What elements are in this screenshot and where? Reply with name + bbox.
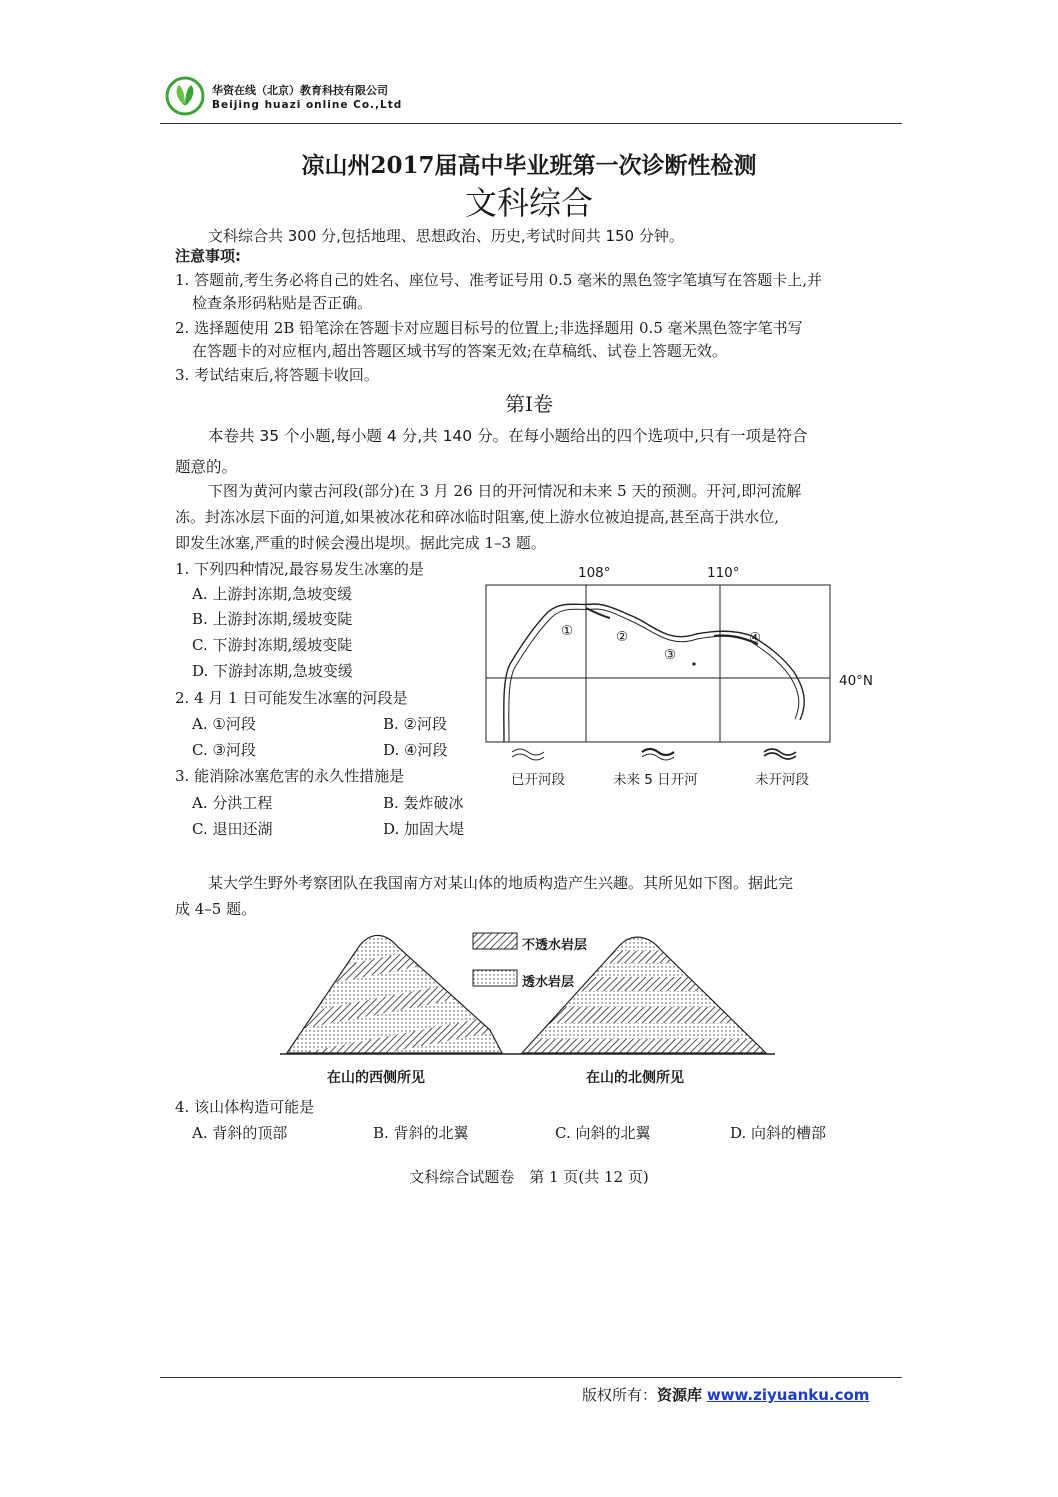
option-a: A. 分洪工程	[192, 794, 273, 812]
section-title: 第Ⅰ卷	[505, 392, 553, 416]
map-latitude-label: 40°N	[839, 673, 874, 689]
option-b: B. ②河段	[383, 715, 448, 733]
geology-legend-label: 不透水岩层	[522, 938, 588, 953]
company-logo	[165, 76, 205, 116]
option-b: B. 背斜的北翼	[373, 1124, 469, 1142]
footer-divider	[160, 1377, 902, 1378]
map-legend-label: 未来 5 日开河	[613, 772, 698, 788]
map-marker: ③	[664, 647, 677, 663]
map-marker: ①	[561, 623, 574, 639]
passage-line: 下图为黄河内蒙古河段(部分)在 3 月 26 日的开河情况和未来 5 天的预测。开河,即河流解	[208, 482, 802, 500]
site-link[interactable]: www.ziyuanku.com	[706, 1386, 870, 1404]
note-line: 2. 选择题使用 2B 铅笔涂在答题卡对应题目标号的位置上;非选择题用 0.5 毫米黑色签字笔书写	[175, 319, 803, 337]
page-number: 文科综合试题卷 第 1 页(共 12 页)	[409, 1168, 649, 1186]
note-line: 在答题卡的对应框内,超出答题区域书写的答案无效;在草稿纸、试卷上答题无效。	[192, 342, 727, 360]
note-line: 1. 答题前,考生务必将自己的姓名、座位号、准考证号用 0.5 毫米的黑色签字笔填写在答题卡上,并	[175, 271, 823, 289]
copyright-footer	[582, 1384, 869, 1405]
map-legend-label: 未开河段	[755, 772, 809, 788]
option-c: C. 下游封冻期,缓坡变陡	[192, 636, 353, 654]
section-intro: 题意的。	[175, 458, 238, 476]
option-a: A. 上游封冻期,急坡变缓	[192, 585, 353, 603]
note-line: 检查条形码粘贴是否正确。	[192, 294, 373, 312]
question-stem: 3. 能消除冰塞危害的永久性措施是	[175, 767, 405, 785]
option-a: A. 背斜的顶部	[192, 1124, 288, 1142]
section-intro: 本卷共 35 个小题,每小题 4 分,共 140 分。在每小题给出的四个选项中,只有一项是符合	[208, 427, 808, 445]
exam-title: 凉山州2017届高中毕业班第一次诊断性检测	[301, 152, 757, 179]
option-b: B. 上游封冻期,缓坡变陡	[192, 610, 353, 628]
option-d: D. 向斜的槽部	[730, 1124, 827, 1142]
option-d: D. ④河段	[383, 741, 448, 759]
header-divider	[160, 123, 902, 124]
geology-caption: 在山的西侧所见	[327, 1070, 425, 1086]
map-longitude-label: 108°	[578, 565, 611, 581]
option-c: C. 向斜的北翼	[555, 1124, 651, 1142]
map-longitude-label: 110°	[707, 565, 740, 581]
question-stem: 4. 该山体构造可能是	[175, 1098, 315, 1116]
map-marker: ④	[749, 630, 762, 646]
passage-line: 成 4–5 题。	[175, 900, 257, 918]
company-name-cn: 华资在线（北京）教育科技有限公司	[212, 84, 388, 97]
notes-heading: 注意事项:	[175, 247, 241, 265]
option-d: D. 下游封冻期,急坡变缓	[192, 662, 353, 680]
note-line: 3. 考试结束后,将答题卡收回。	[175, 366, 379, 384]
geology-legend-label: 透水岩层	[522, 975, 575, 990]
exam-intro: 文科综合共 300 分,包括地理、思想政治、历史,考试时间共 150 分钟。	[208, 227, 684, 245]
geology-caption: 在山的北侧所见	[586, 1070, 684, 1086]
question-stem: 2. 4 月 1 日可能发生冰塞的河段是	[175, 689, 408, 707]
copyright-label: 版权所有：	[582, 1386, 658, 1404]
map-legend-label: 已开河段	[511, 772, 565, 788]
passage-line: 某大学生野外考察团队在我国南方对某山体的地质构造产生兴趣。其所见如下图。据此完	[208, 874, 794, 892]
exam-subject: 文科综合	[464, 184, 593, 222]
map-marker: ②	[616, 629, 629, 645]
option-c: C. 退田还湖	[192, 820, 273, 838]
option-b: B. 轰炸破冰	[383, 794, 464, 812]
option-c: C. ③河段	[192, 741, 256, 759]
company-name-en: Beijing huazi online Co.,Ltd	[212, 99, 403, 111]
river-map	[482, 560, 882, 790]
option-a: A. ①河段	[192, 715, 256, 733]
question-stem: 1. 下列四种情况,最容易发生冰塞的是	[175, 560, 424, 578]
copyright-site: 资源库	[657, 1386, 703, 1404]
passage-line: 冻。封冻冰层下面的河道,如果被冰花和碎冰临时阻塞,使上游水位被迫提高,甚至高于洪水位,	[175, 508, 780, 526]
passage-line: 即发生冰塞,严重的时候会漫出堤坝。据此完成 1–3 题。	[175, 534, 546, 552]
option-d: D. 加固大堤	[383, 820, 465, 838]
